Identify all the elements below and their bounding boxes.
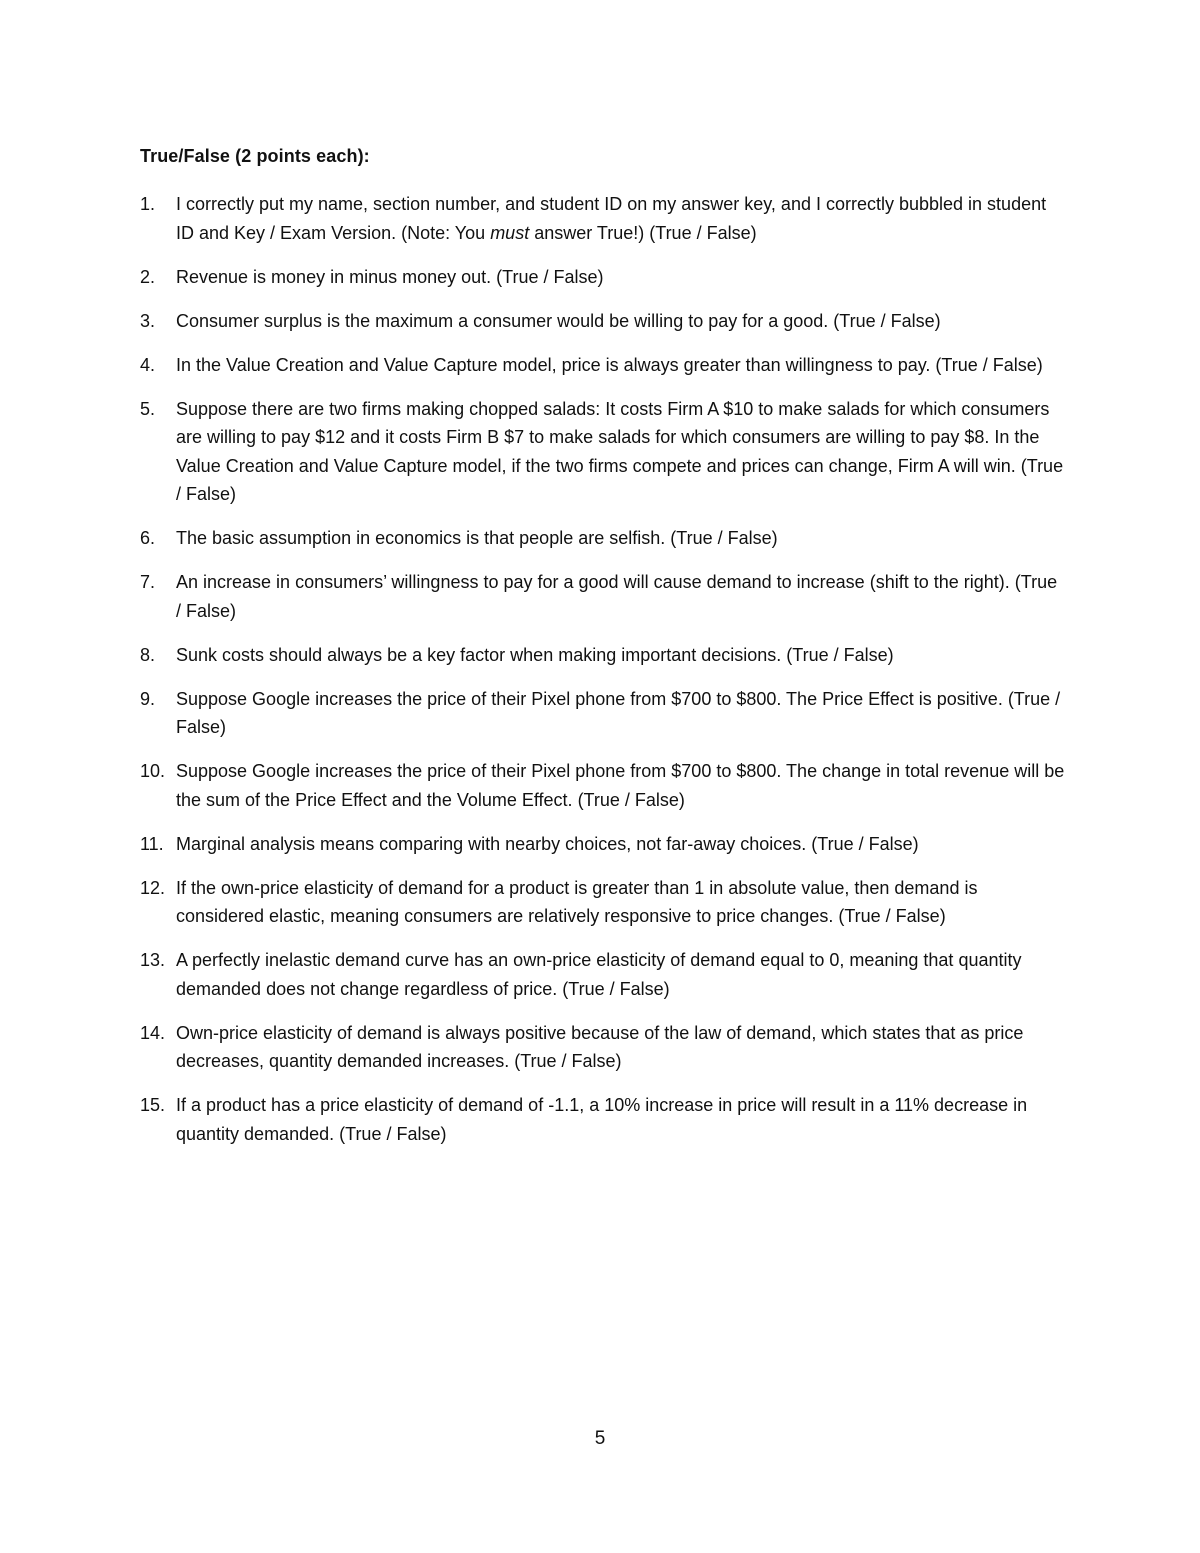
question-number: 12. bbox=[140, 877, 166, 898]
question-number: 7. bbox=[140, 572, 156, 592]
question-number: 6. bbox=[140, 528, 156, 548]
question-item bbox=[140, 568, 1065, 625]
question-item bbox=[140, 524, 1065, 553]
question-item bbox=[140, 946, 1065, 1003]
question-number: 3. bbox=[140, 310, 156, 331]
question-text: Suppose Google increases the price of their Pixel phone from $700 to $800. The change in total revenue will be the sum of the Price Effect and the Volume Effect. (True / False) bbox=[176, 761, 1065, 810]
question-item bbox=[140, 685, 1065, 742]
question-list bbox=[140, 190, 1065, 1164]
question-text: Sunk costs should always be a key factor when making important decisions. (True / False) bbox=[176, 644, 894, 665]
question-number: 9. bbox=[140, 688, 156, 709]
section-title: True/False (2 points each): bbox=[140, 146, 370, 166]
question-item bbox=[140, 351, 1065, 380]
question-number: 8. bbox=[140, 644, 156, 665]
question-text: Own-price elasticity of demand is always positive because of the law of demand, which states that as price decreases, quantity demanded increases. (True / False) bbox=[176, 1022, 1024, 1071]
question-number: 11. bbox=[140, 833, 164, 854]
question-number: 14. bbox=[140, 1022, 166, 1043]
question-text: I correctly put my name, section number, and student ID on my answer key, and I correctly bubbled in student ID and Key / Exam Version. (Note: You must answer True!) (True / False) bbox=[176, 194, 1047, 243]
emphasis-text: must bbox=[490, 222, 530, 243]
question-text: If the own-price elasticity of demand for a product is greater than 1 in absolute value, then demand is considered elastic, meaning consumers are relatively responsive to price changes. (True / False) bbox=[176, 877, 978, 926]
question-item bbox=[140, 641, 1065, 670]
question-text: If a product has a price elasticity of demand of -1.1, a 10% increase in price will result in a 11% decrease in quantity demanded. (True / False) bbox=[176, 1095, 1028, 1144]
question-text: In the Value Creation and Value Capture model, price is always greater than willingness to pay. (True / False) bbox=[176, 354, 1043, 375]
question-number: 10. bbox=[140, 761, 166, 781]
question-number: 5. bbox=[140, 398, 156, 419]
question-item bbox=[140, 307, 1065, 336]
question-item bbox=[140, 830, 1065, 859]
question-item bbox=[140, 190, 1065, 247]
question-text: Consumer surplus is the maximum a consumer would be willing to pay for a good. (True / False) bbox=[176, 310, 941, 331]
question-item bbox=[140, 395, 1065, 509]
question-item bbox=[140, 757, 1065, 814]
question-text: A perfectly inelastic demand curve has an own-price elasticity of demand equal to 0, meaning that quantity demanded does not change regardless of price. (True / False) bbox=[176, 950, 1022, 999]
page-number: 5 bbox=[594, 1428, 606, 1449]
question-number: 1. bbox=[140, 194, 156, 214]
question-item bbox=[140, 1091, 1065, 1148]
question-number: 13. bbox=[140, 950, 166, 970]
question-number: 4. bbox=[140, 354, 156, 375]
question-number: 2. bbox=[140, 266, 156, 287]
question-text: Revenue is money in minus money out. (True / False) bbox=[176, 266, 604, 287]
question-item bbox=[140, 1019, 1065, 1076]
question-text: An increase in consumers’ willingness to pay for a good will cause demand to increase (shift to the right). (True / False) bbox=[176, 572, 1058, 621]
question-text: The basic assumption in economics is that people are selfish. (True / False) bbox=[176, 528, 778, 548]
question-text: Suppose there are two firms making chopped salads: It costs Firm A $10 to make salads for which consumers are willing to pay $12 and it costs Firm B $7 to make salads for which consumers are willing to pay $8. In the Value Creation and Value Capture model, if the two firms compete and prices can change, Firm A will win. (True / False) bbox=[176, 398, 1064, 504]
question-text: Marginal analysis means comparing with nearby choices, not far-away choices. (True / False) bbox=[176, 833, 919, 854]
question-number: 15. bbox=[140, 1095, 166, 1115]
question-item bbox=[140, 874, 1065, 931]
question-text: Suppose Google increases the price of their Pixel phone from $700 to $800. The Price Effect is positive. (True / False) bbox=[176, 688, 1061, 737]
question-item bbox=[140, 263, 1065, 292]
